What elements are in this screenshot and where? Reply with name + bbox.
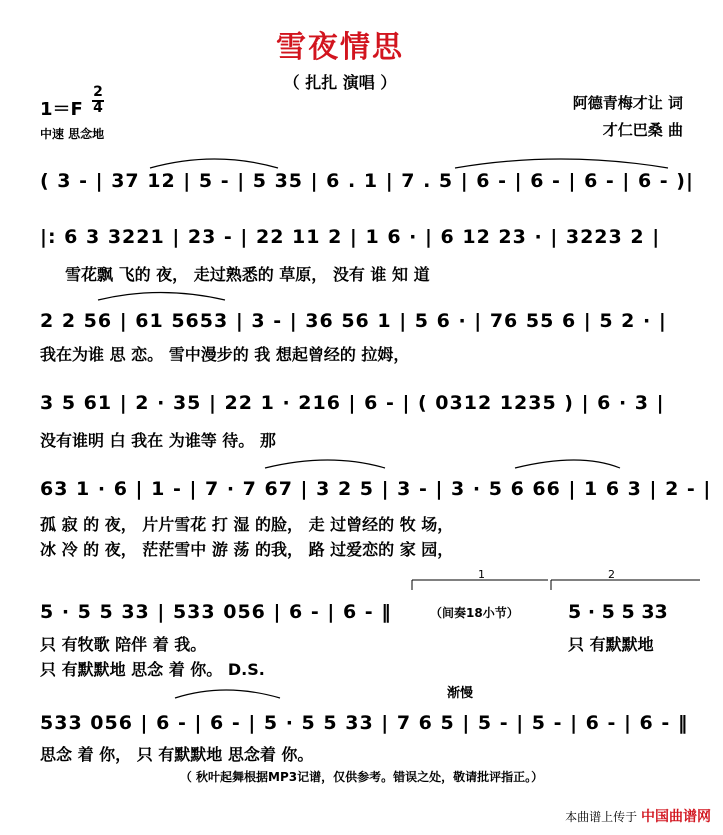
- footer-brand: 中国曲谱网: [641, 809, 711, 825]
- lyricist-credit: 阿德青梅才让 词: [572, 94, 683, 112]
- volta-2-bracket: [551, 568, 700, 590]
- lyric-line-4: 没有谁明 白 我在 为谁等 待。 那: [40, 431, 276, 450]
- lyric-line-3: 我在为谁 思 恋。 雪中漫步的 我 想起曾经的 拉姆，: [40, 345, 410, 364]
- lyric-line-5a: 孤 寂 的 夜， 片片雪花 打 湿 的脸， 走 过曾经的 牧 场，: [40, 515, 454, 534]
- score-line-5: 63 1 · 6 | 1 - | 7 · 7 67 | 3 2 5 | 3 - | 3 · 5 6 66 | 1 6 3 | 2 - |: [40, 478, 712, 500]
- volta-1-bracket: [412, 568, 548, 590]
- slur-arc: [98, 293, 225, 301]
- score-line-3: 2 2 56 | 61 5653 | 3 - | 36 56 1 | 5 6 · | 76 55 6 | 5 2 · |: [40, 310, 667, 332]
- footer-text: 本曲谱上传于: [565, 810, 638, 824]
- interlude-label: （间奏18小节）: [430, 606, 519, 620]
- tempo-change: 渐慢: [447, 686, 474, 701]
- score-line-7: 533 056 | 6 - | 6 - | 5 · 5 5 33 | 7 6 5 | 5 - | 5 - | 6 - | 6 - ‖: [40, 712, 689, 734]
- lyric-line-2: 雪花飘 飞的 夜， 走过熟悉的 草原， 没有 谁 知 道: [65, 265, 430, 284]
- time-sig-top: 2: [93, 84, 103, 100]
- score-line-4: 3 5 61 | 2 · 35 | 22 1 · 216 | 6 - | ( 0312 1235 ) | 6 · 3 |: [40, 392, 665, 414]
- volta-2-label: 2: [608, 568, 615, 581]
- composer-credit: 才仁巴桑 曲: [602, 121, 683, 139]
- time-sig-bottom: 4: [93, 100, 103, 116]
- slur-arc: [175, 690, 280, 698]
- score-line-1: ( 3 - | 37 12 | 5 - | 5 35 | 6 . 1 | 7 . 5 | 6 - | 6 - | 6 - | 6 - )|: [40, 170, 694, 192]
- singer-credit: （ 扎扎 演唱 ）: [283, 73, 397, 92]
- lyric-line-7: 思念 着 你， 只 有默默地 思念着 你。: [40, 745, 314, 764]
- score-line-2: |: 6 3 3221 | 23 - | 22 11 2 | 1 6 · | 6 12 23 · | 3223 2 |: [40, 226, 661, 248]
- lyric-line-5b: 冰 冷 的 夜， 茫茫雪中 游 荡 的我， 路 过爱恋的 家 园，: [40, 540, 454, 559]
- slur-arc: [150, 159, 278, 168]
- second-ending-lyric: 只 有默默地: [568, 635, 654, 654]
- second-ending-notes: 5 · 5 5 33: [568, 601, 668, 623]
- lyric-line-6b: 只 有默默地 思念 着 你。 D.S.: [40, 660, 265, 679]
- lyric-line-6a: 只 有牧歌 陪伴 着 我。: [40, 635, 207, 654]
- transcription-note: （ 秋叶起舞根据MP3记谱，仅供参考。错误之处，敬请批评指正。）: [179, 770, 544, 784]
- volta-1-label: 1: [478, 568, 485, 581]
- page-title: 雪夜情思: [276, 30, 404, 65]
- key-signature: 1＝F: [40, 99, 83, 120]
- slur-arc: [455, 159, 668, 168]
- score-line-6: 5 · 5 5 33 | 533 056 | 6 - | 6 - ‖: [40, 601, 392, 623]
- slur-arc: [265, 460, 385, 468]
- tempo-marking: 中速 思念地: [40, 127, 105, 141]
- slur-arc: [515, 460, 620, 468]
